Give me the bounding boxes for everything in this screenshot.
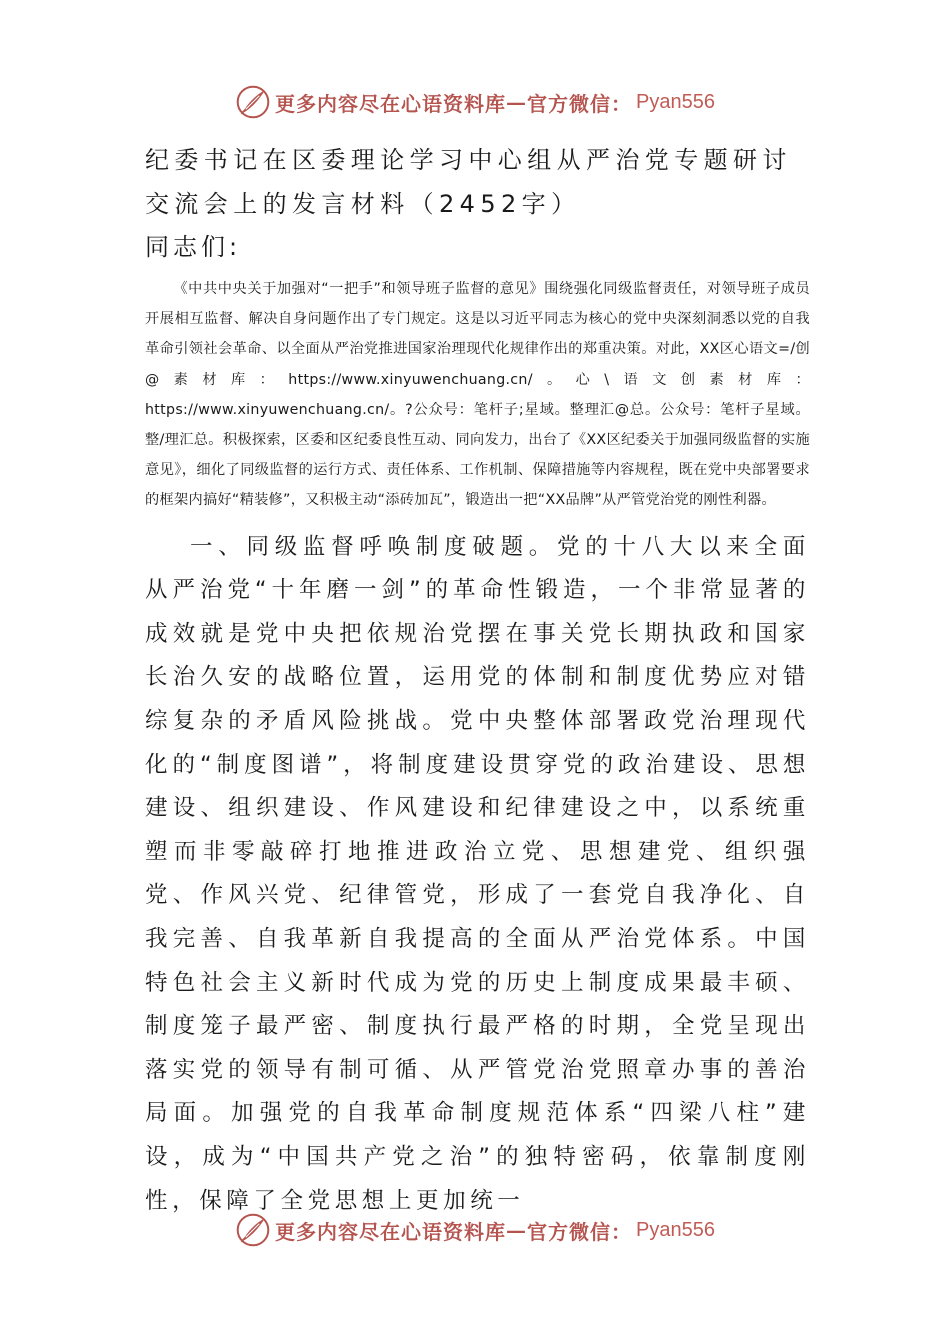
quill-pen-logo-icon [235, 1212, 271, 1248]
document-body [145, 138, 810, 1223]
quill-pen-logo-icon [235, 84, 271, 120]
watermark-text: 更多内容尽在心语资料库 [275, 91, 507, 116]
watermark-channel: 官方微信： [527, 1219, 633, 1244]
watermark-contact: Pyan556 [636, 1218, 715, 1241]
watermark-text: 更多内容尽在心语资料库 [275, 1219, 507, 1244]
greeting: 同志们: [145, 233, 242, 261]
document-title: 纪委书记在区委理论学习中心组从严治党专题研讨交流会上的发言材料（2452字） [145, 146, 792, 218]
watermark-banner-top [0, 80, 950, 124]
watermark-banner-bottom [0, 1208, 950, 1252]
intro-paragraph: 《中共中央关于加强对“一把手”和领导班子监督的意见》围绕强化同级监督责任，对领导班子成员开展相互监督、解决自身问题作出了专门规定。这是以习近平同志为核心的党中央深刻洞悉以党的自我革命引领社会革命、以全面从严治党推进国家治理现代化规律作出的郑重决策。对此，XX区心语文=/创@素材库：https://www.xinyuwenchuang.cn/。心\语文创素材库：https://www.xinyuwenchuang.cn/。?公众号：笔杆子;星域。整理汇@总。公众号：笔杆子星域。整/理汇总。积极探索，区委和区纪委良性互动、同向发力，出台了《XX区纪委关于加强同级监督的实施意见》，细化了同级监督的运行方式、责任体系、工作机制、保障措施等内容规程，既在党中央部署要求的框架内搞好“精装修”，又积极主动“添砖加瓦”，锻造出一把“XX品牌”从严管党治党的刚性利器。 [145, 281, 810, 509]
watermark-contact: Pyan556 [636, 90, 715, 113]
watermark-separator: — [506, 1218, 528, 1242]
watermark-channel: 官方微信： [527, 91, 633, 116]
section-1-paragraph: 一、同级监督呼唤制度破题。党的十八大以来全面从严治党“十年磨一剑”的革命性锻造，一个非常显著的成效就是党中央把依规治党摆在事关党长期执政和国家长治久安的战略位置，运用党的体制和制度优势应对错综复杂的矛盾风险挑战。党中央整体部署政党治理现代化的“制度图谱”，将制度建设贯穿党的政治建设、思想建设、组织建设、作风建设和纪律建设之中，以系统重塑而非零敲碎打地推进政治立党、思想建党、组织强党、作风兴党、纪律管党，形成了一套党自我净化、自我完善、自我革新自我提高的全面从严治党体系。中国特色社会主义新时代成为党的历史上制度成果最丰硕、制度笼子最严密、制度执行最严格的时期，全党呈现出落实党的领导有制可循、从严管党治党照章办事的善治局面。加强党的自我革命制度规范体系“四梁八柱”建设，成为“中国共产党之治”的独特密码，依靠制度刚性，保障了全党思想上更加统一 [145, 533, 810, 1214]
watermark-separator: — [506, 90, 528, 114]
